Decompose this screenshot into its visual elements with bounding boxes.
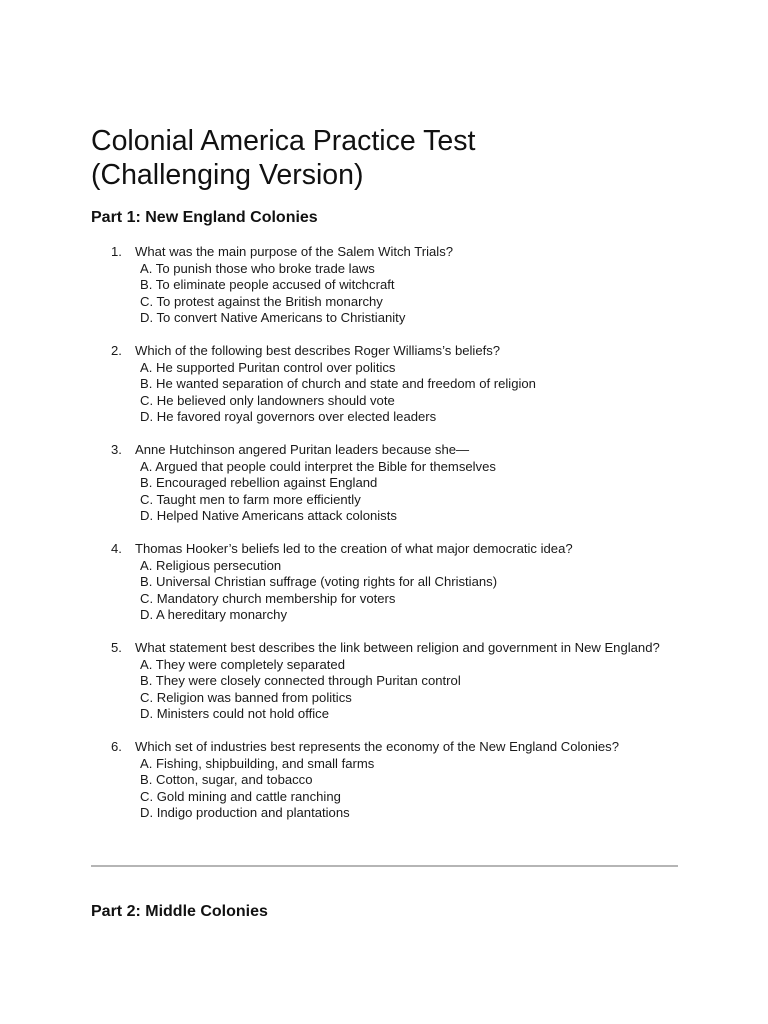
answer-options bbox=[135, 558, 679, 624]
answer-option: C. To protest against the British monarchy bbox=[140, 293, 383, 309]
answer-option: A. He supported Puritan control over politics bbox=[140, 359, 396, 375]
question-text: What was the main purpose of the Salem Witch Trials? bbox=[135, 244, 454, 259]
title-line-1: Colonial America Practice Test bbox=[91, 125, 476, 157]
answer-option: C. Gold mining and cattle ranching bbox=[140, 788, 341, 804]
title-line-2: (Challenging Version) bbox=[91, 159, 364, 191]
answer-option: A. Fishing, shipbuilding, and small farms bbox=[140, 755, 375, 771]
question-item bbox=[91, 640, 679, 723]
answer-option: C. Mandatory church membership for voters bbox=[140, 590, 396, 606]
question-item bbox=[91, 442, 679, 525]
answer-option: B. They were closely connected through Puritan control bbox=[140, 673, 461, 688]
answer-options bbox=[135, 261, 679, 327]
question-number: 3. bbox=[111, 442, 122, 457]
section-heading-part-2: Part 2: Middle Colonies bbox=[91, 903, 268, 920]
answer-option: D. To convert Native Americans to Christianity bbox=[140, 310, 406, 325]
question-number: 5. bbox=[111, 640, 122, 655]
question-text: Which of the following best describes Roger Williams’s beliefs? bbox=[135, 343, 501, 358]
page-title bbox=[91, 124, 679, 192]
answer-option: A. To punish those who broke trade laws bbox=[140, 260, 375, 276]
answer-option: A. They were completely separated bbox=[140, 656, 345, 672]
question-number: 2. bbox=[111, 343, 122, 358]
question-item bbox=[91, 739, 679, 822]
question-item bbox=[91, 343, 679, 426]
answer-options bbox=[135, 360, 679, 426]
answer-option: D. He favored royal governors over elected leaders bbox=[140, 409, 437, 424]
answer-options bbox=[135, 657, 679, 723]
answer-option: C. Taught men to farm more efficiently bbox=[140, 491, 361, 507]
answer-option: D. Ministers could not hold office bbox=[140, 706, 329, 721]
answer-option: D. Helped Native Americans attack colonists bbox=[140, 508, 397, 523]
question-text: What statement best describes the link between religion and government in New England? bbox=[135, 640, 660, 655]
answer-option: C. He believed only landowners should vote bbox=[140, 392, 395, 408]
answer-option: B. He wanted separation of church and state and freedom of religion bbox=[140, 376, 536, 391]
answer-option: D. A hereditary monarchy bbox=[140, 607, 288, 622]
question-text: Which set of industries best represents the economy of the New England Colonies? bbox=[135, 739, 620, 754]
answer-option: B. Universal Christian suffrage (voting rights for all Christians) bbox=[140, 574, 498, 589]
answer-option: B. Encouraged rebellion against England bbox=[140, 475, 378, 490]
question-list bbox=[91, 244, 679, 822]
question-item bbox=[91, 541, 679, 624]
question-number: 4. bbox=[111, 541, 122, 556]
answer-option: B. To eliminate people accused of witchcraft bbox=[140, 277, 395, 292]
answer-option: A. Religious persecution bbox=[140, 557, 282, 573]
answer-option: C. Religion was banned from politics bbox=[140, 689, 352, 705]
answer-option: A. Argued that people could interpret the Bible for themselves bbox=[140, 458, 496, 474]
question-text: Thomas Hooker’s beliefs led to the creation of what major democratic idea? bbox=[135, 541, 573, 556]
section-divider bbox=[91, 865, 678, 867]
question-text: Anne Hutchinson angered Puritan leaders because she— bbox=[135, 442, 470, 457]
document-page bbox=[91, 124, 679, 838]
answer-option: B. Cotton, sugar, and tobacco bbox=[140, 772, 313, 787]
section-heading-part-1: Part 1: New England Colonies bbox=[91, 209, 318, 226]
question-item bbox=[91, 244, 679, 327]
question-number: 1. bbox=[111, 244, 122, 259]
question-number: 6. bbox=[111, 739, 122, 754]
answer-option: D. Indigo production and plantations bbox=[140, 805, 350, 820]
answer-options bbox=[135, 459, 679, 525]
answer-options bbox=[135, 756, 679, 822]
